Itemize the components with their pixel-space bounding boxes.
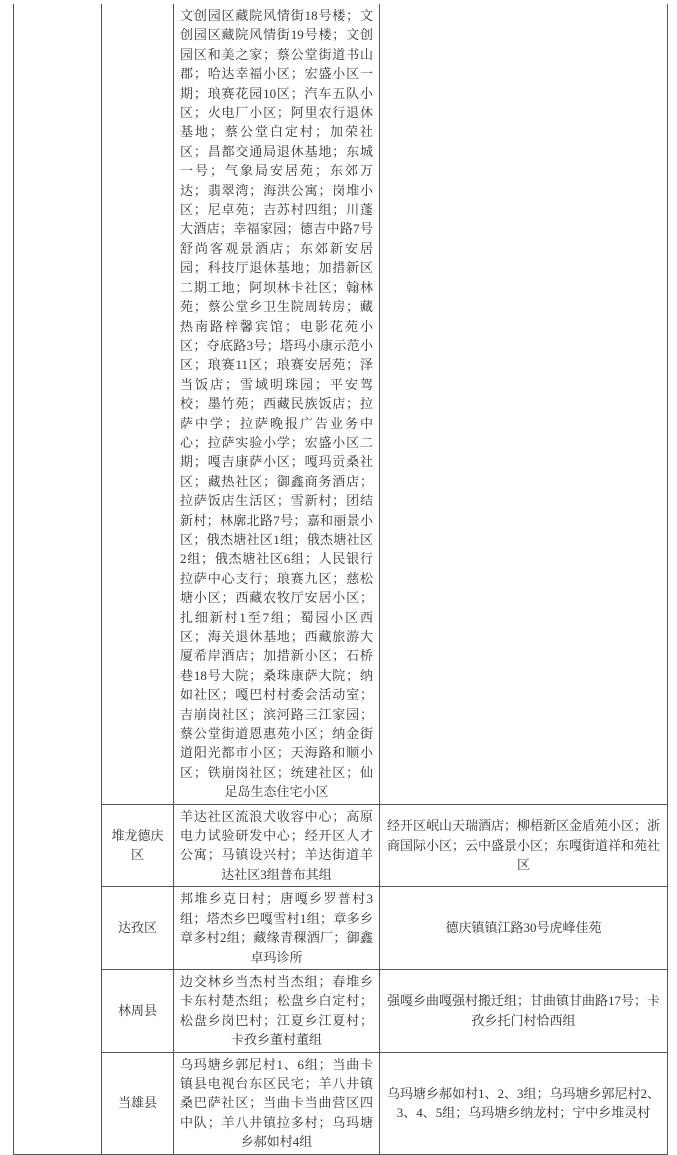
merged-city-cell xyxy=(14,4,102,1154)
area-list-cell-2: 乌玛塘乡郝如村1、2、3组；乌玛塘乡郭尼村2、3、4、5组；乌玛塘乡纳龙村；宁中乡堆灵村 xyxy=(380,1052,668,1154)
area-list-cell-2: 经开区岷山天瑞酒店；柳梧新区金盾苑小区；浙商国际小区；云中盛景小区；东嘎街道祥和苑社区 xyxy=(380,804,668,887)
area-list-cell: 文创园区藏院风情街18号楼；文创园区藏院风情街19号楼；文创园区和美之家；蔡公堂街道书山郡；哈达幸福小区；宏盛小区一期；琅赛花园10区；汽车五队小区；火电厂小区；阿里农行退休基地；蔡公堂白定村；加荣社区；昌都交通局退休基地；东城一号；气象局安居苑；东郊万达；翡翠湾；海洪公寓；岗堆小区；尼卓苑；吉苏村四组；川蓬大酒店；幸福家园；德吉中路7号舒尚客观景酒店；东郊新安居园；科技厅退休基地；加措新区二期工地；阿坝林卡社区；翰林苑；蔡公堂乡卫生院周转房；藏热南路梓馨宾馆；电影花苑小区；夺底路3号；塔玛小康示范小区；琅赛11区；琅赛安居苑；泽当饭店；雪域明珠园；平安驾校；墨竹苑；西藏民族饭店；拉萨中学；拉萨晚报广告业务中心；拉萨实验小学；宏盛小区二期；嘎吉康萨小区；嘎玛贡桑社区；藏热社区；御鑫商务酒店；拉萨饭店生活区；雪新村；团结新村；林廓北路7号；嘉和丽景小区；俄杰塘社区1组；俄杰塘社区2组；俄杰塘社区6组；人民银行拉萨中心支行；琅赛九区；慈松塘小区；西藏农牧厅安居小区；扎细新村1至7组；蜀园小区西区；海关退休基地；西藏旅游大厦希岸酒店；加措新小区；石桥巷18号大院；桑珠康萨大院；纳如社区；嘎巴村村委会活动室；吉崩岗社区；滨河路三江家园；蔡公堂街道恩惠苑小区；纳金街道阳光都市小区；天海路和顺小区；铁崩岗社区；统建社区；仙足岛生态住宅小区 xyxy=(174,4,380,804)
area-list-cell-2: 强嘎乡曲嘎强村搬迁组；甘曲镇甘曲路17号；卡孜乡托门村恰西组 xyxy=(380,969,668,1052)
table-row xyxy=(14,969,668,1052)
district-cell: 堆龙德庆区 xyxy=(102,804,174,887)
area-list-cell-2: 德庆镇镇江路30号虎峰佳苑 xyxy=(380,887,668,970)
table-row xyxy=(14,1052,668,1154)
table-row xyxy=(14,887,668,970)
district-cell xyxy=(102,4,174,804)
table-row xyxy=(14,4,668,804)
area-list-cell: 边交林乡当杰村当杰组；春堆乡卡东村楚杰组；松盘乡白定村；松盘乡岗巴村；江夏乡江夏村；卡孜乡董村董组 xyxy=(174,969,380,1052)
area-list-cell: 乌玛塘乡郭尼村1、6组；当曲卡镇县电视台东区民宅；羊八井镇桑巴萨社区；当曲卡当曲营区四中队；羊八井镇拉多村；乌玛塘乡郝如村4组 xyxy=(174,1052,380,1154)
district-cell: 当雄县 xyxy=(102,1052,174,1154)
district-cell: 达孜区 xyxy=(102,887,174,970)
table-row xyxy=(14,804,668,887)
area-list-cell-2 xyxy=(380,4,668,804)
risk-area-table xyxy=(13,4,668,1155)
district-cell: 林周县 xyxy=(102,969,174,1052)
area-list-cell: 邦堆乡克日村；唐嘎乡罗普村3组；塔杰乡巴嘎雪村1组；章多乡章多村2组；藏缘青稞酒厂；御鑫卓玛诊所 xyxy=(174,887,380,970)
area-list-cell: 羊达社区流浪犬收容中心；高原电力试验研发中心；经开区人才公寓；马镇设兴村；羊达街道羊达社区3组普布其组 xyxy=(174,804,380,887)
